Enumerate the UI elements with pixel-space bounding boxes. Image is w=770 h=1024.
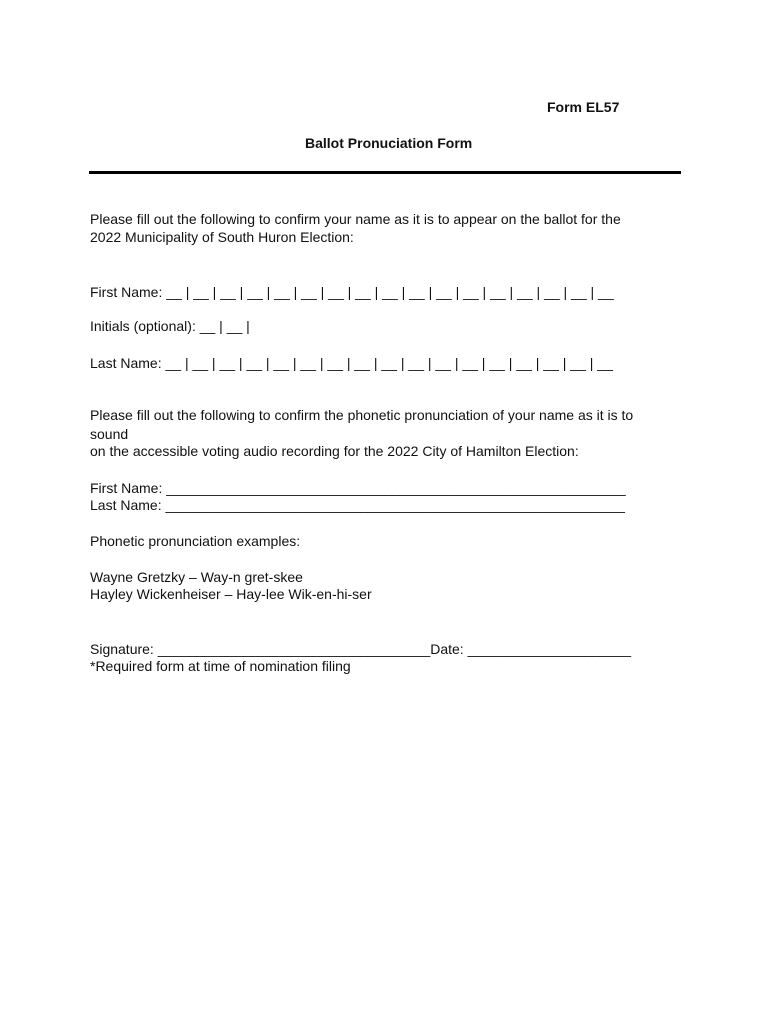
phonetic-instructions-line3: on the accessible voting audio recording for the 2022 City of Hamilton Election: [90,443,579,459]
ballot-instructions-line2: 2022 Municipality of South Huron Election: [90,229,354,245]
phonetic-first-name-field[interactable]: First Name: ___________________________________________________________ [90,480,626,496]
example-1: Wayne Gretzky – Way-n gret-skee [90,569,303,585]
form-title: Ballot Pronuciation Form [305,135,473,151]
phonetic-instructions-line1: Please fill out the following to confirm the phonetic pronunciation of your name as it is to [90,407,634,423]
signature-date-field[interactable]: Signature: ___________________________________Date: _____________________ [90,641,632,657]
ballot-last-name-field[interactable]: Last Name: __ | __ | __ | __ | __ | __ | __ | __ | __ | __ | __ | __ | __ | __ | __ | __ | __ [90,355,613,371]
ballot-instructions-line1: Please fill out the following to confirm your name as it is to appear on the ballot for the [90,211,621,227]
form-number: Form EL57 [547,99,620,115]
phonetic-last-name-field[interactable]: Last Name: ___________________________________________________________ [90,497,625,513]
header-divider [89,171,681,174]
examples-heading: Phonetic pronunciation examples: [90,533,301,549]
example-2: Hayley Wickenheiser – Hay-lee Wik-en-hi-ser [90,586,372,602]
phonetic-instructions-line2: sound [90,426,129,442]
initials-field[interactable]: Initials (optional): __ | __ | [90,318,250,334]
ballot-first-name-field[interactable]: First Name: __ | __ | __ | __ | __ | __ | __ | __ | __ | __ | __ | __ | __ | __ | __ | __ | __ [90,284,614,300]
required-note: *Required form at time of nomination filing [90,658,351,674]
